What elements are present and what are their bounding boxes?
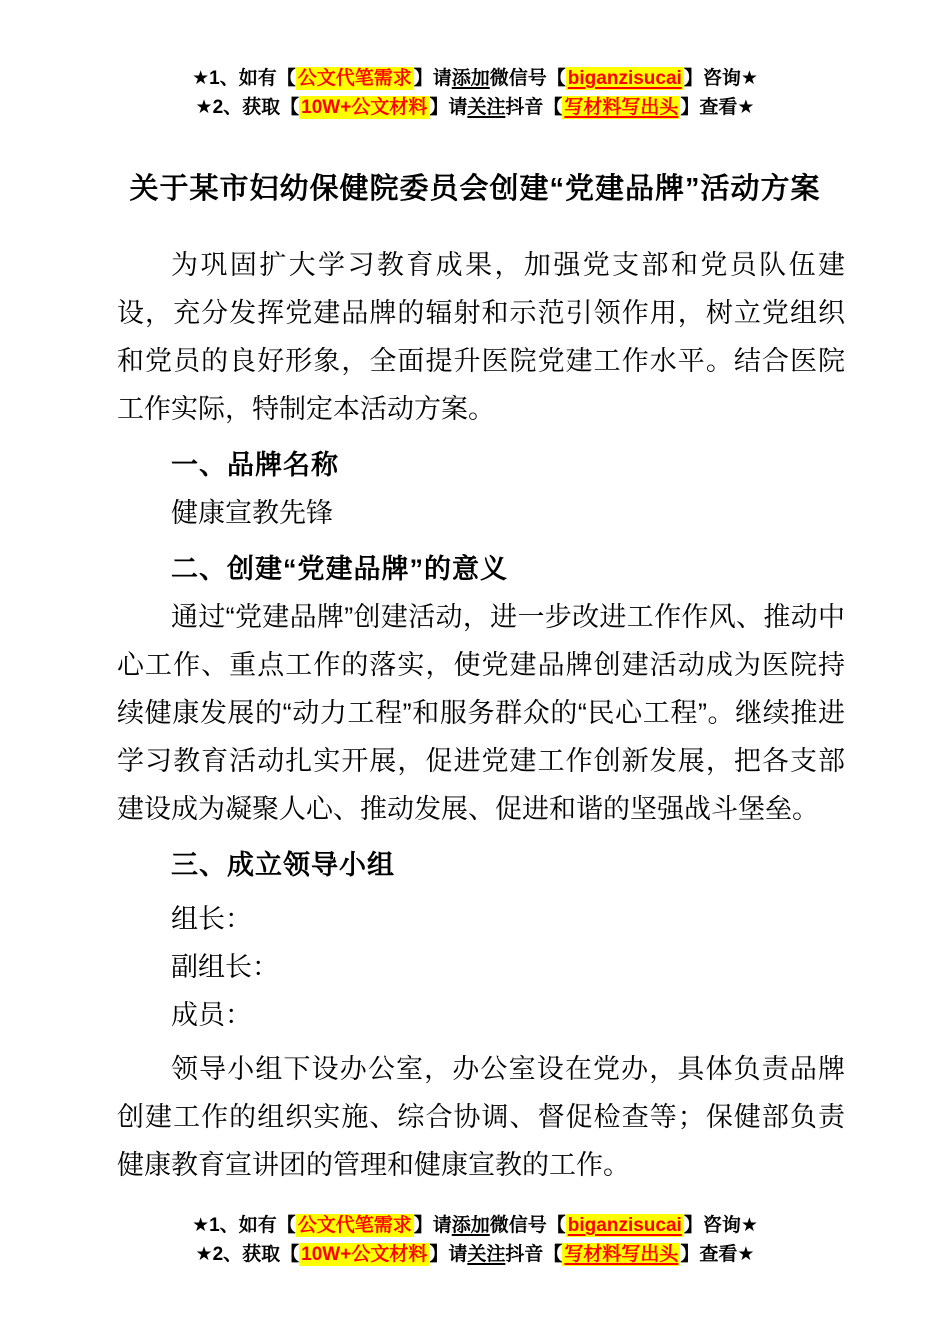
heading-section-2: 二、创建“党建品牌”的意义 — [171, 554, 508, 584]
field-deputy-leader: 副组长： — [171, 952, 279, 982]
promo-footer-line-2 — [0, 1240, 950, 1269]
promo-header-line-1 — [0, 64, 950, 93]
promo-underline-action: 添加 — [451, 68, 490, 89]
heading-section-3: 三、成立领导小组 — [171, 850, 395, 880]
heading-section-1: 一、品牌名称 — [171, 450, 339, 480]
promo-highlight-wechat-id: biganzisucai — [567, 1215, 682, 1236]
promo-prefix: ★1、如有【 — [192, 1215, 296, 1236]
promo-highlight-douyin-account: 写材料写出头 — [564, 1244, 679, 1265]
promo-highlight-materials: 10W+公文材料 — [301, 97, 428, 118]
promo-header — [0, 0, 950, 122]
promo-prefix: ★2、获取【 — [195, 97, 300, 118]
promo-mid: 抖音【 — [505, 97, 563, 118]
promo-footer — [0, 1211, 950, 1329]
promo-underline-action: 关注 — [467, 1244, 506, 1265]
field-members: 成员： — [171, 1000, 252, 1030]
promo-mid: 微信号【 — [489, 1215, 566, 1236]
promo-underline-action: 关注 — [467, 97, 506, 118]
promo-suffix: 】查看★ — [680, 97, 755, 118]
promo-mid: 】请 — [429, 1244, 468, 1265]
promo-mid: 】请 — [413, 1215, 452, 1236]
promo-footer-line-1 — [0, 1211, 950, 1240]
promo-highlight-materials: 10W+公文材料 — [301, 1244, 428, 1265]
promo-highlight-douyin-account: 写材料写出头 — [564, 97, 679, 118]
promo-mid: 微信号【 — [489, 68, 566, 89]
text-brand-name: 健康宣教先锋 — [171, 498, 333, 528]
document-body — [0, 207, 950, 1189]
document-title: 关于某市妇幼保健院委员会创建“党建品牌”活动方案 — [129, 173, 821, 205]
promo-highlight-wechat-id: biganzisucai — [567, 68, 682, 89]
promo-mid: 】请 — [413, 68, 452, 89]
promo-prefix: ★2、获取【 — [195, 1244, 300, 1265]
promo-underline-action: 添加 — [451, 1215, 490, 1236]
promo-suffix: 】咨询★ — [683, 1215, 758, 1236]
promo-header-line-2 — [0, 93, 950, 122]
promo-prefix: ★1、如有【 — [192, 68, 296, 89]
promo-mid: 】请 — [429, 97, 468, 118]
field-group-leader: 组长： — [171, 904, 252, 934]
paragraph-significance: 通过“党建品牌”创建活动，进一步改进工作作风、推动中心工作、重点工作的落实，使党建品牌创建活动成为医院持续健康发展的“动力工程”和服务群众的“民心工程”。继续推进学习教育活动扎实开展，促进党建工作创新发展，把各支部建设成为凝聚人心、推动发展、促进和谐的坚强战斗堡垒。 — [117, 602, 845, 824]
promo-suffix: 】咨询★ — [683, 68, 758, 89]
paragraph-opening: 为巩固扩大学习教育成果，加强党支部和党员队伍建设，充分发挥党建品牌的辐射和示范引领作用，树立党组织和党员的良好形象，全面提升医院党建工作水平。结合医院工作实际，特制定本活动方案。 — [117, 250, 845, 424]
promo-highlight-service: 公文代笔需求 — [297, 68, 412, 89]
paragraph-office: 领导小组下设办公室，办公室设在党办，具体负责品牌创建工作的组织实施、综合协调、督促检查等；保健部负责健康教育宣讲团的管理和健康宣教的工作。 — [117, 1054, 845, 1180]
promo-suffix: 】查看★ — [680, 1244, 755, 1265]
promo-mid: 抖音【 — [505, 1244, 563, 1265]
promo-highlight-service: 公文代笔需求 — [297, 1215, 412, 1236]
